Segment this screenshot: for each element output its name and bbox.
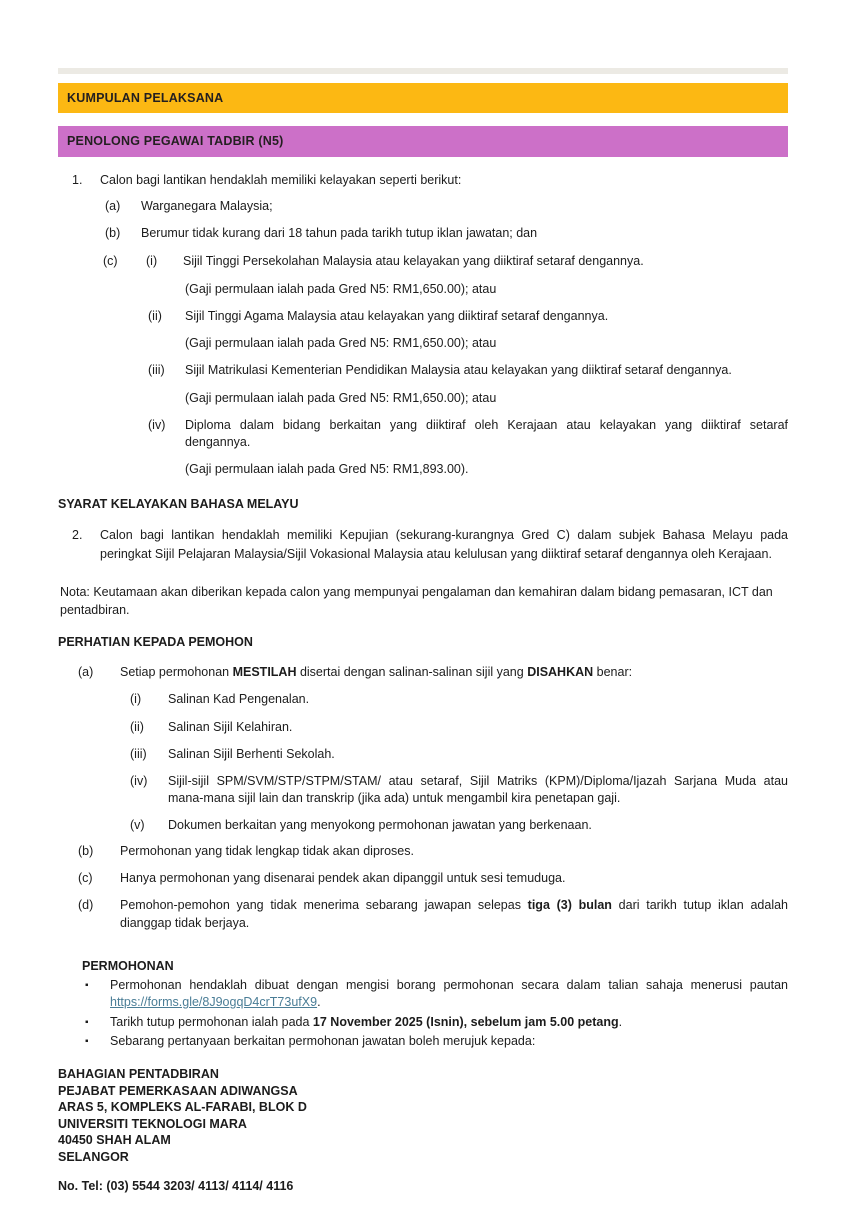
perhatian-item-b [58, 843, 788, 860]
text-part: disertai dengan salinan-salinan sijil yang [296, 665, 528, 679]
sub-item-text: Sijil Tinggi Persekolahan Malaysia atau kelayakan yang diiktiraf setaraf dengannya. [183, 254, 644, 269]
text-part: . [317, 995, 321, 1010]
section-heading-perhatian: PERHATIAN KEPADA PEMOHON [58, 634, 253, 649]
text-part: Permohonan hendaklah dibuat dengan mengisi borang permohonan secara dalam talian sahaja menerusi pautan [110, 978, 788, 992]
sub-item-label: (ii) [130, 719, 144, 734]
sub-item-text: Sijil-sijil SPM/SVM/STP/STPM/STAM/ atau setaraf, Sijil Matriks (KPM)/Diploma/Ijazah Sarjana Muda atau mana-mana sijil lain dan transkrip (jika ada) untuk mengambil kira penetapan gaji. [168, 774, 788, 806]
nota-paragraph: Nota: Keutamaan akan diberikan kepada calon yang mempunyai pengalaman dan kemahiran dalam bidang pemasaran, ICT dan pentadbiran. [60, 585, 773, 617]
bullet-marker: ▪ [85, 1016, 89, 1028]
bullet-text [110, 977, 788, 1012]
list-item-1b [58, 225, 788, 242]
permohonan-bullet-3 [58, 1033, 788, 1050]
text-part: Pemohon-pemohon yang tidak menerima sebarang jawapan selepas [120, 898, 528, 913]
text-part: benar: [593, 665, 633, 679]
banner-jawatan-title: PENOLONG PEGAWAI TADBIR (N5) [58, 126, 788, 156]
bold-text: MESTILAH [232, 665, 297, 679]
sub-item-label: (i) [146, 254, 158, 269]
perhatian-sub-iv [58, 773, 788, 808]
sub-item-label: (iv) [148, 417, 166, 432]
sub-item-text: Salinan Sijil Kelahiran. [168, 719, 293, 734]
item-text: Permohonan yang tidak lengkap tidak akan diproses. [120, 843, 414, 858]
item-label: (c) [78, 871, 93, 885]
item-text: Calon bagi lantikan hendaklah memiliki kelayakan seperti berikut: [100, 172, 462, 187]
list-item-1c-iii [58, 362, 788, 379]
sub-item-label: (iii) [148, 363, 165, 378]
item-number: 1. [72, 172, 83, 187]
sub-item-text: Diploma dalam bidang berkaitan yang diiktiraf oleh Kerajaan atau kelayakan yang diiktiraf setaraf dengannya. [185, 417, 788, 449]
telephone-line: No. Tel: (03) 5544 3203/ 4113/ 4114/ 4116 [58, 1179, 294, 1193]
sub-item-text: Sijil Matrikulasi Kementerian Pendidikan Malaysia atau kelayakan yang diiktiraf setaraf dengannya. [185, 363, 732, 378]
bullet-marker: ▪ [85, 1035, 89, 1047]
address-line: 40450 SHAH ALAM [58, 1133, 171, 1147]
sub-item-label: (v) [130, 817, 145, 832]
sub-item-label: (i) [130, 692, 142, 707]
address-line: SELANGOR [58, 1149, 129, 1164]
section-heading-permohonan: PERMOHONAN [82, 958, 174, 973]
sub-item-text: Salinan Kad Pengenalan. [168, 692, 310, 707]
gaji-note: (Gaji permulaan ialah pada Gred N5: RM1,650.00); atau [185, 336, 497, 350]
text-part: Setiap permohonan [120, 665, 233, 679]
address-line: UNIVERSITI TEKNOLOGI MARA [58, 1116, 247, 1131]
item-text: Hanya permohonan yang disenarai pendek akan dipanggil untuk sesi temuduga. [120, 871, 566, 885]
sub-item-text: Sijil Tinggi Agama Malaysia atau kelayakan yang diiktiraf setaraf dengannya. [185, 308, 609, 323]
contact-address-block [58, 1066, 788, 1165]
sub-item-text: Salinan Sijil Berhenti Sekolah. [168, 746, 335, 761]
perhatian-sub-i [58, 691, 788, 708]
perhatian-sub-ii [58, 719, 788, 736]
perhatian-sub-v [58, 817, 788, 834]
sub-item-text: Dokumen berkaitan yang menyokong permohonan jawatan yang berkenaan. [168, 817, 592, 832]
bold-text: DISAHKAN [527, 665, 594, 679]
sub-item-label: (ii) [148, 308, 162, 323]
banner-kumpulan-pelaksana: KUMPULAN PELAKSANA [58, 83, 788, 113]
item-label: (b) [78, 843, 94, 858]
item-text: Calon bagi lantikan hendaklah memiliki Kepujian (sekurang-kurangnya Gred C) dalam subjek Bahasa Melayu pada peringkat Sijil Pelajaran Malaysia/Sijil Vokasional Malaysia atau kelulusan yang diiktiraf setaraf dengannya oleh Kerajaan. [100, 527, 788, 561]
item-label: (d) [78, 898, 94, 913]
gaji-note: (Gaji permulaan ialah pada Gred N5: RM1,650.00); atau [185, 281, 497, 296]
bullet-marker: ▪ [85, 980, 89, 991]
bullet-text [110, 1014, 788, 1031]
list-item-1c-iv [58, 417, 788, 452]
bold-text: 17 November 2025 (Isnin), sebelum jam 5.00 petang [312, 1014, 619, 1029]
top-divider-strip [58, 68, 788, 74]
perhatian-sub-iii [58, 746, 788, 763]
address-line: ARAS 5, KOMPLEKS AL-FARABI, BLOK D [58, 1100, 307, 1114]
permohonan-bullet-1 [58, 977, 788, 1012]
bullet-text: Sebarang pertanyaan berkaitan permohonan jawatan boleh merujuk kepada: [110, 1033, 536, 1048]
bold-text: tiga (3) bulan [527, 898, 612, 913]
text-part: . [618, 1014, 623, 1029]
item-label: (c) [103, 254, 118, 269]
address-line: PEJABAT PEMERKASAAN ADIWANGSA [58, 1083, 298, 1098]
item-number: 2. [72, 527, 83, 542]
list-item-1 [58, 172, 788, 189]
perhatian-item-d [58, 897, 788, 932]
sub-item-label: (iv) [130, 774, 148, 788]
item-text [120, 897, 788, 932]
perhatian-item-c [58, 870, 788, 887]
section-heading-bahasa: SYARAT KELAYAKAN BAHASA MELAYU [58, 496, 299, 511]
address-line: BAHAGIAN PENTADBIRAN [58, 1067, 219, 1081]
gaji-note: (Gaji permulaan ialah pada Gred N5: RM1,893.00). [185, 462, 469, 477]
gaji-note: (Gaji permulaan ialah pada Gred N5: RM1,650.00); atau [185, 390, 497, 405]
list-item-2 [58, 526, 788, 564]
application-form-link[interactable]: https://forms.gle/8J9ogqD4crT73ufX9 [110, 995, 318, 1010]
list-item-1c-ii [58, 308, 788, 325]
item-text: Warganegara Malaysia; [141, 198, 273, 213]
sub-item-label: (iii) [130, 746, 147, 761]
item-label: (a) [105, 198, 121, 213]
text-part: Tarikh tutup permohonan ialah pada [110, 1014, 313, 1029]
item-text: Berumur tidak kurang dari 18 tahun pada tarikh tutup iklan jawatan; dan [141, 226, 538, 240]
perhatian-item-a [58, 664, 788, 681]
item-text [120, 664, 788, 681]
text-part: dari tarikh tutup iklan adalah dianggap tidak berjaya. [120, 898, 788, 930]
list-item-1a [58, 198, 788, 215]
list-item-1c-i [58, 253, 788, 270]
item-label: (a) [78, 665, 94, 679]
item-label: (b) [105, 226, 121, 240]
permohonan-bullet-2 [58, 1014, 788, 1031]
